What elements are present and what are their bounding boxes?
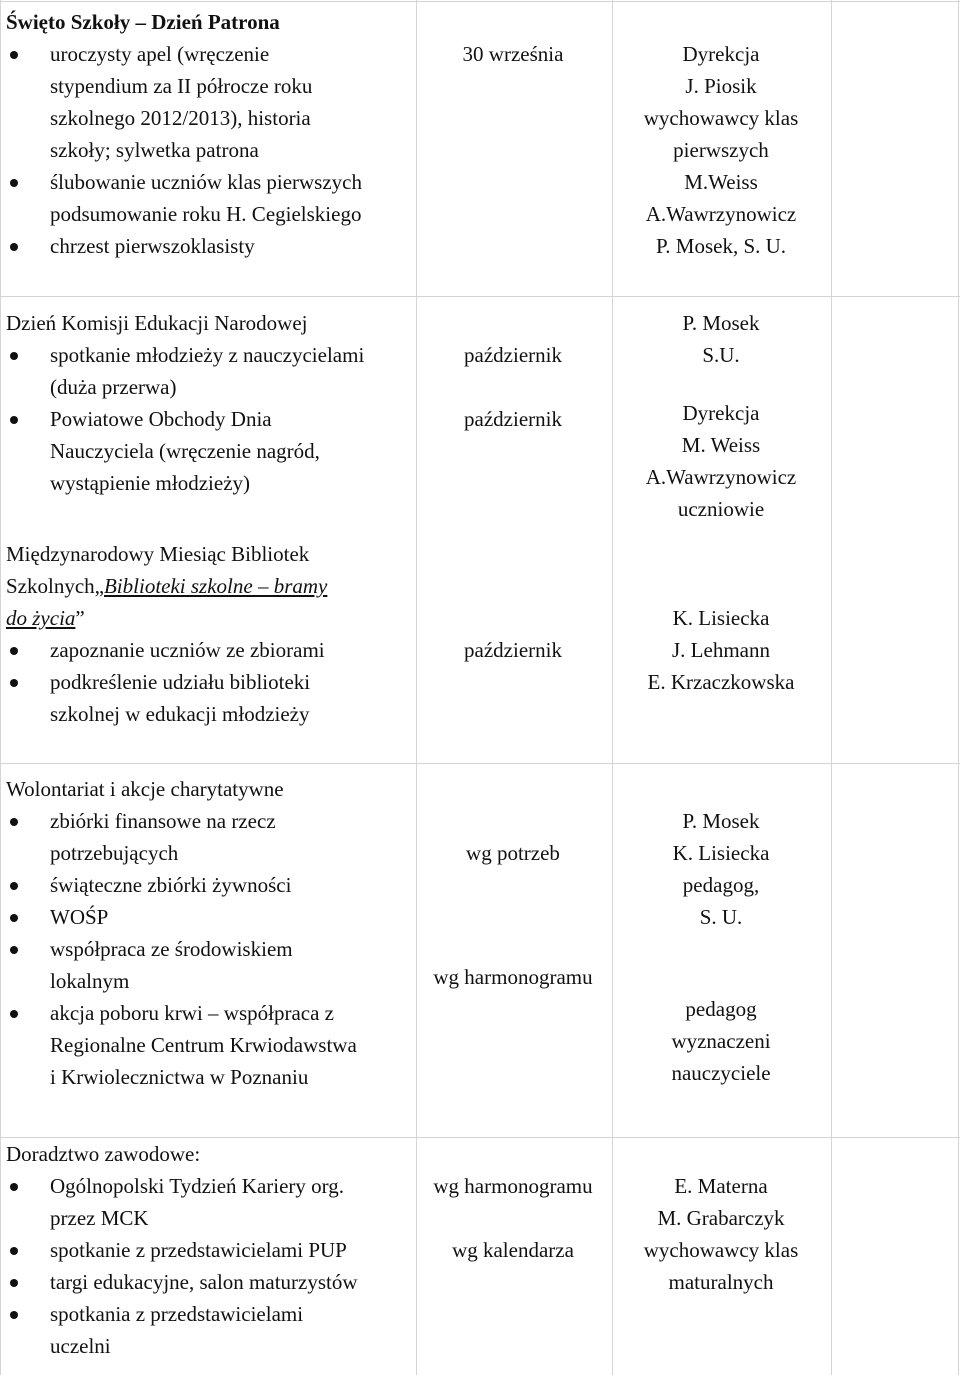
section-people: [614, 1170, 828, 1298]
item-line: akcja poboru krwi – współpraca z: [50, 1001, 334, 1025]
person-text: wyznaczeni: [671, 1029, 771, 1053]
date-text: październik: [464, 638, 562, 662]
section-content: [6, 1138, 406, 1362]
section-dates: [418, 339, 608, 435]
list-item: [6, 38, 406, 166]
person-text: J. Lehmann: [672, 638, 770, 662]
list-item: [6, 869, 406, 901]
person-text: E. Materna: [674, 1174, 768, 1198]
item-line: Powiatowe Obchody Dnia: [50, 407, 272, 431]
table-border-col3: [612, 0, 613, 1375]
list-item: [6, 166, 406, 230]
list-item: [6, 666, 406, 730]
row-divider: [0, 1, 960, 2]
item-line: stypendium za II półrocze roku: [50, 74, 313, 98]
section-people: [614, 38, 828, 262]
row-divider: [0, 296, 960, 297]
list-item: [6, 805, 406, 869]
item-line: szkoły; sylwetka patrona: [50, 138, 259, 162]
person-text: E. Krzaczkowska: [647, 670, 795, 694]
section-people: [614, 307, 828, 525]
person-text: Dyrekcja: [682, 401, 760, 425]
item-line: współpraca ze środowiskiem: [50, 937, 293, 961]
section-people: [614, 805, 828, 1089]
item-line: spotkania z przedstawicielami: [50, 1302, 304, 1326]
list-item: [6, 933, 406, 997]
list-item: [6, 1170, 406, 1234]
list-item: [6, 230, 406, 262]
title-line: Międzynarodowy Miesiąc Bibliotek: [6, 542, 310, 566]
activity-list: [6, 339, 406, 499]
activity-list: [6, 805, 406, 1093]
section-dates: [418, 837, 608, 993]
date-text: październik: [464, 343, 562, 367]
section-content: [6, 538, 406, 730]
item-line: świąteczne zbiórki żywności: [50, 873, 292, 897]
item-line: WOŚP: [50, 905, 109, 929]
person-text: pedagog,: [682, 873, 760, 897]
person-text: J. Piosik: [685, 74, 757, 98]
section-title: Święto Szkoły – Dzień Patrona: [6, 10, 280, 34]
list-item: [6, 1298, 406, 1362]
person-text: S.U.: [702, 343, 740, 367]
item-line: zbiórki finansowe na rzecz: [50, 809, 276, 833]
item-line: szkolnego 2012/2013), historia: [50, 106, 311, 130]
item-line: podsumowanie roku H. Cegielskiego: [50, 202, 362, 226]
item-line: ślubowanie uczniów klas pierwszych: [50, 170, 362, 194]
section-content: [6, 307, 406, 499]
date-text: październik: [464, 407, 562, 431]
person-text: wychowawcy klas: [643, 1238, 799, 1262]
quote-mark: „: [94, 574, 104, 598]
section-content: [6, 773, 406, 1093]
section-dates: [418, 38, 608, 70]
date-text: wg potrzeb: [466, 841, 560, 865]
item-line: chrzest pierwszoklasisty: [50, 234, 255, 258]
section-title: Doradztwo zawodowe:: [6, 1142, 201, 1166]
section-title: Wolontariat i akcje charytatywne: [6, 777, 284, 801]
quote-mark: ”: [75, 606, 85, 630]
person-text: K. Lisiecka: [672, 841, 770, 865]
person-text: maturalnych: [668, 1270, 774, 1294]
title-line: [6, 570, 406, 602]
person-text: K. Lisiecka: [672, 606, 770, 630]
section-title: Dzień Komisji Edukacji Narodowej: [6, 311, 308, 335]
table-border-left: [0, 0, 1, 1375]
table-border-col4: [831, 0, 832, 1375]
item-line: szkolnej w edukacji młodzieży: [50, 702, 310, 726]
section-people: [614, 602, 828, 698]
person-text: A.Wawrzynowicz: [645, 465, 797, 489]
table-border-right: [958, 0, 959, 1375]
item-line: i Krwiolecznictwa w Poznaniu: [50, 1065, 309, 1089]
item-line: wystąpienie młodzieży): [50, 471, 251, 495]
item-line: Nauczyciela (wręczenie nagród,: [50, 439, 320, 463]
item-line: (duża przerwa): [50, 375, 177, 399]
person-text: S. U.: [699, 905, 743, 929]
activity-list: [6, 38, 406, 262]
title-part: Szkolnych: [6, 574, 95, 598]
list-item: [6, 339, 406, 403]
item-line: spotkanie młodzieży z nauczycielami: [50, 343, 365, 367]
person-text: M. Weiss: [681, 433, 761, 457]
item-line: podkreślenie udziału biblioteki: [50, 670, 311, 694]
title-emphasis: Biblioteki szkolne – bramy: [103, 574, 328, 598]
activity-list: [6, 634, 406, 730]
section-title: [6, 538, 406, 634]
section-dates: [418, 634, 608, 666]
date-text: wg kalendarza: [452, 1238, 574, 1262]
title-line: [6, 602, 406, 634]
person-text: pedagog: [685, 997, 757, 1021]
person-text: nauczyciele: [671, 1061, 771, 1085]
item-line: targi edukacyjne, salon maturzystów: [50, 1270, 358, 1294]
section-content: [6, 6, 406, 262]
item-line: Ogólnopolski Tydzień Kariery org.: [50, 1174, 345, 1198]
date-text: 30 września: [462, 42, 564, 66]
person-text: M. Grabarczyk: [657, 1206, 785, 1230]
table-border-col2: [416, 0, 417, 1375]
list-item: [6, 403, 406, 499]
title-emphasis: do życia: [6, 606, 76, 630]
list-item: [6, 997, 406, 1093]
date-text: wg harmonogramu: [433, 1174, 593, 1198]
item-line: przez MCK: [50, 1206, 149, 1230]
row-divider: [0, 763, 960, 764]
list-item: [6, 901, 406, 933]
person-text: A.Wawrzynowicz: [645, 202, 797, 226]
item-line: potrzebujących: [50, 841, 179, 865]
date-text: wg harmonogramu: [433, 965, 593, 989]
person-text: uczniowie: [677, 497, 765, 521]
person-text: P. Mosek: [682, 311, 760, 335]
person-text: Dyrekcja: [682, 42, 760, 66]
person-text: M.Weiss: [684, 170, 758, 194]
person-text: P. Mosek: [682, 809, 760, 833]
activity-list: [6, 1170, 406, 1362]
item-line: uczelni: [50, 1334, 111, 1358]
list-item: [6, 1266, 406, 1298]
list-item: [6, 634, 406, 666]
list-item: [6, 1234, 406, 1266]
section-dates: [418, 1170, 608, 1266]
item-line: zapoznanie uczniów ze zbiorami: [50, 638, 325, 662]
item-line: Regionalne Centrum Krwiodawstwa: [50, 1033, 357, 1057]
person-text: P. Mosek, S. U.: [655, 234, 787, 258]
item-line: uroczysty apel (wręczenie: [50, 42, 270, 66]
item-line: lokalnym: [50, 969, 130, 993]
person-text: pierwszych: [673, 138, 769, 162]
item-line: spotkanie z przedstawicielami PUP: [50, 1238, 347, 1262]
person-text: wychowawcy klas: [643, 106, 799, 130]
